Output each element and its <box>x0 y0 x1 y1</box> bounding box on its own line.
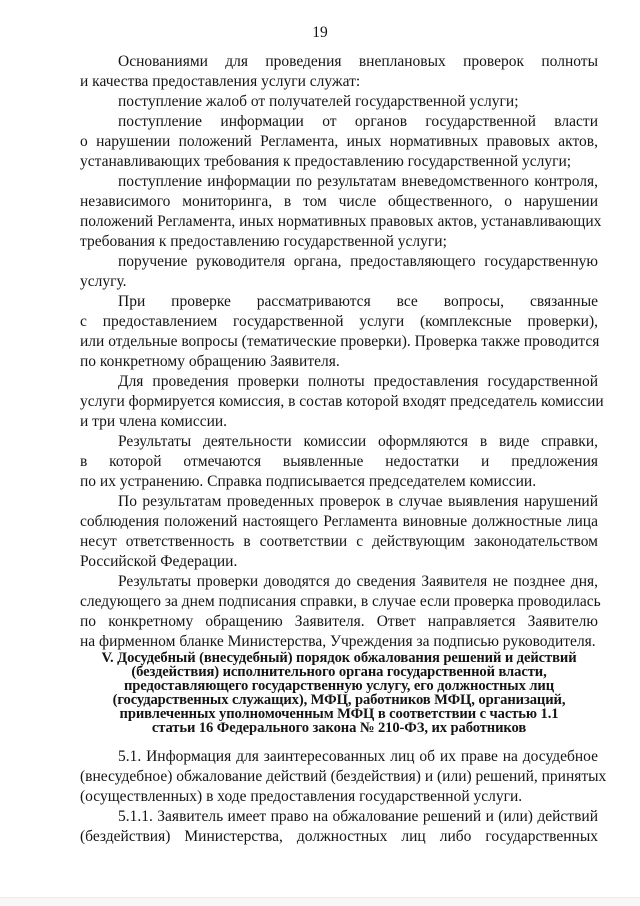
text-line: требования к предоставлению государственной услуги; <box>80 233 447 250</box>
heading-line: статьи 16 Федерального закона № 210-ФЗ, их работников <box>151 720 527 736</box>
text-line: Российской Федерации. <box>80 553 238 570</box>
text-line: соблюдения положений настоящего Регламента виновные должностные лица <box>80 513 598 530</box>
text-line: Результаты проверки доводятся до сведения Заявителя не позднее дня, <box>118 573 598 590</box>
text-line: и три члена комиссии. <box>80 413 228 430</box>
text-line: Результаты деятельности комиссии оформляются в виде справки, <box>118 433 598 450</box>
text-line: услуги формируется комиссия, в состав которой входят председатель комиссии <box>80 393 604 410</box>
text-line: по конкретному обращению Заявителя. <box>80 353 340 370</box>
text-line: по конкретному обращению Заявителя. Ответ направляется Заявителю <box>80 613 598 630</box>
text-line: на фирменном бланке Министерства, Учреждения за подписью руководителя. <box>80 633 596 650</box>
text-line: 5.1.1. Заявитель имеет право на обжалование решений и (или) действий <box>118 808 598 825</box>
text-line: При проверке рассматриваются все вопросы, связанные <box>118 293 598 310</box>
text-line: По результатам проведенных проверок в случае выявления нарушений <box>118 493 598 510</box>
text-line: о нарушении положений Регламента, иных нормативных правовых актов, <box>80 133 598 150</box>
text-line: устанавливающих требования к предоставлению государственной услуги; <box>80 153 572 170</box>
text-line: поступление жалоб от получателей государственной услуги; <box>118 93 519 110</box>
text-line: независимого мониторинга, в том числе общественного, о нарушении <box>80 193 598 210</box>
text-line: (бездействия) Министерства, должностных лиц либо государственных <box>80 828 598 845</box>
text-line: Для проведения проверки полноты предоставления государственной <box>118 373 598 390</box>
heading-line: V. Досудебный (внесудебный) порядок обжалования решений и действий <box>101 650 577 666</box>
text-line: положений Регламента, иных нормативных правовых актов, устанавливающих <box>80 213 602 230</box>
page-number: 19 <box>312 24 328 41</box>
text-line: поручение руководителя органа, предоставляющего государственную <box>118 253 598 270</box>
heading-line: привлеченных уполномоченным МФЦ в соответствии с частью 1.1 <box>119 706 559 722</box>
text-line: (внесудебное) обжалование действий (бездействия) и (или) решений, принятых <box>80 768 607 785</box>
text-line: услугу. <box>80 273 127 290</box>
text-line: по их устранению. Справка подписывается председателем комиссии. <box>80 473 537 490</box>
text-line: (осуществленных) в ходе предоставления государственной услуги. <box>80 788 523 805</box>
text-line: с предоставлением государственной услуги (комплексные проверки), <box>80 313 598 330</box>
heading-line: (бездействия) исполнительного органа государственной власти, <box>131 664 547 680</box>
text-line: поступление информации от органов государственной власти <box>118 113 598 130</box>
heading-line: (государственных служащих), МФЦ, работников МФЦ, организаций, <box>112 692 566 708</box>
text-line: или отдельные вопросы (тематические проверки). Проверка также проводится <box>80 333 600 350</box>
text-line: и качества предоставления услуги служат: <box>80 73 361 90</box>
heading-line: предоставляющего государственную услугу, его должностных лиц <box>123 678 555 694</box>
text-line: следующего за днем подписания справки, в случае если проверка проводилась <box>80 593 601 610</box>
text-line: несут ответственность в соответствии с действующим законодательством <box>80 533 598 550</box>
text-line: поступление информации по результатам вневедомственного контроля, <box>118 173 598 190</box>
text-line: Основаниями для проведения внеплановых проверок полноты <box>118 53 598 70</box>
text-line: 5.1. Информация для заинтересованных лиц об их праве на досудебное <box>118 748 598 765</box>
text-line: в которой отмечаются выявленные недостатки и предложения <box>80 453 598 470</box>
